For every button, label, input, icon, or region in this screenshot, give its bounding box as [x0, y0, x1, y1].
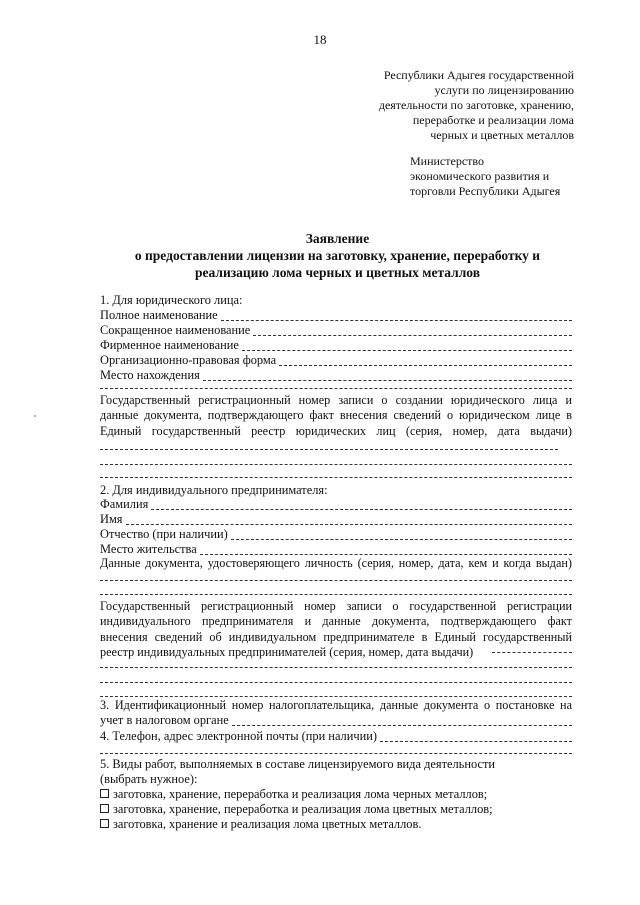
blank-line[interactable]: [100, 580, 572, 581]
blank-line[interactable]: [492, 652, 572, 653]
document-title: [100, 230, 575, 281]
blank-line[interactable]: [100, 667, 572, 668]
location-label: Место нахождения: [100, 368, 200, 382]
location-field[interactable]: [100, 368, 572, 383]
fill-line[interactable]: [242, 339, 572, 351]
id-document-text: Данные документа, удостоверяющего личность (серия, номер, дата, кем и когда выдан): [100, 556, 572, 570]
blank-line[interactable]: [100, 477, 572, 478]
section3-text: 3. Идентификационный номер налогоплательщика, данные документа о постановке на: [100, 698, 572, 712]
option-nonferrous[interactable]: [100, 802, 493, 817]
brand-name-field[interactable]: [100, 338, 572, 353]
full-name-label: Полное наименование: [100, 308, 218, 322]
first-name-label: Имя: [100, 512, 123, 526]
fill-line[interactable]: [279, 354, 572, 366]
recipient-line: услуги по лицензированию: [434, 83, 574, 97]
ministry-line: Министерство: [410, 154, 484, 168]
fill-line[interactable]: [221, 309, 572, 321]
fill-line[interactable]: [203, 369, 572, 381]
recipient-line: переработке и реализации лома: [412, 113, 574, 127]
option-ferrous[interactable]: [100, 787, 487, 802]
surname-label: Фамилия: [100, 497, 149, 511]
short-name-label: Сокращенное наименование: [100, 323, 251, 337]
checkbox-icon[interactable]: [100, 789, 109, 798]
title-heading: Заявление: [305, 231, 370, 246]
checkbox-icon[interactable]: [100, 819, 109, 828]
option-label: заготовка, хранение, переработка и реализация лома черных металлов;: [113, 787, 488, 801]
ministry-line: экономического развития и: [410, 169, 550, 183]
option-nonferrous-no-processing[interactable]: [100, 817, 421, 832]
section1-heading: 1. Для юридического лица:: [100, 293, 243, 307]
brand-name-label: Фирменное наименование: [100, 338, 239, 352]
checkbox-icon[interactable]: [100, 804, 109, 813]
recipient-line: черных и цветных металлов: [430, 128, 574, 142]
title-line: о предоставлении лицензии на заготовку, хранение, переработку и: [134, 248, 541, 263]
first-name-field[interactable]: [100, 512, 572, 527]
phone-email-label: 4. Телефон, адрес электронной почты (при наличии): [100, 729, 377, 743]
recipient-block: [379, 68, 574, 143]
patronymic-label: Отчество (при наличии): [100, 527, 228, 541]
blank-line[interactable]: [100, 449, 558, 450]
fill-line[interactable]: [232, 714, 572, 726]
section5-heading: 5. Виды работ, выполняемых в составе лицензируемого вида деятельности: [100, 757, 496, 771]
legal-form-label: Организационно-правовая форма: [100, 353, 277, 367]
short-name-field[interactable]: [100, 323, 572, 338]
ministry-block: [410, 154, 560, 199]
phone-email-field[interactable]: [100, 729, 572, 744]
patronymic-field[interactable]: [100, 527, 572, 542]
ministry-line: торговли Республики Адыгея: [410, 184, 561, 198]
section1-registration-text: Государственный регистрационный номер записи о создании юридического лица и данные документа, подтверждающего факт внесения сведений о юридическом лице в Единый государственный реестр юридических лиц (серия, номер, дата выдачи): [100, 393, 572, 438]
title-line: реализацию лома черных и цветных металлов: [195, 265, 480, 280]
full-name-field[interactable]: [100, 308, 572, 323]
residence-field[interactable]: [100, 542, 572, 557]
blank-line[interactable]: [100, 753, 572, 754]
recipient-line: деятельности по заготовке, хранению,: [378, 98, 574, 112]
tax-office-label: учет в налоговом органе: [100, 713, 229, 727]
legal-form-field[interactable]: [100, 353, 572, 368]
option-label: заготовка, хранение и реализация лома цветных металлов.: [113, 817, 422, 831]
fill-line[interactable]: [231, 528, 572, 540]
page-number: 18: [313, 32, 327, 47]
residence-label: Место жительства: [100, 542, 197, 556]
section2-heading: 2. Для индивидуального предпринимателя:: [100, 483, 328, 497]
fill-line[interactable]: [253, 324, 572, 336]
surname-field[interactable]: [100, 497, 572, 512]
blank-line[interactable]: [100, 464, 572, 465]
blank-line[interactable]: [100, 594, 572, 595]
fill-line[interactable]: [200, 543, 572, 555]
tax-office-field[interactable]: [100, 713, 572, 728]
option-label: заготовка, хранение, переработка и реализация лома цветных металлов;: [113, 802, 493, 816]
blank-line[interactable]: [100, 696, 572, 697]
section5-hint: (выбрать нужное):: [100, 772, 198, 786]
blank-line[interactable]: [100, 388, 572, 389]
blank-line[interactable]: [100, 682, 572, 683]
fill-line[interactable]: [380, 730, 572, 742]
fill-line[interactable]: [126, 513, 573, 525]
recipient-line: Республики Адыгея государственной: [383, 68, 574, 82]
fill-line[interactable]: [151, 498, 572, 510]
section2-registration-text: Государственный регистрационный номер записи о государственной регистрации индивидуального предпринимателя и данные документа, подтверждающего факт внесения сведений об индивидуальном предпринимателе в Единый государственный реестр индивидуальных предпринимателей (серия, номер, дата выдачи): [100, 599, 572, 659]
scan-speck: [34, 415, 36, 417]
